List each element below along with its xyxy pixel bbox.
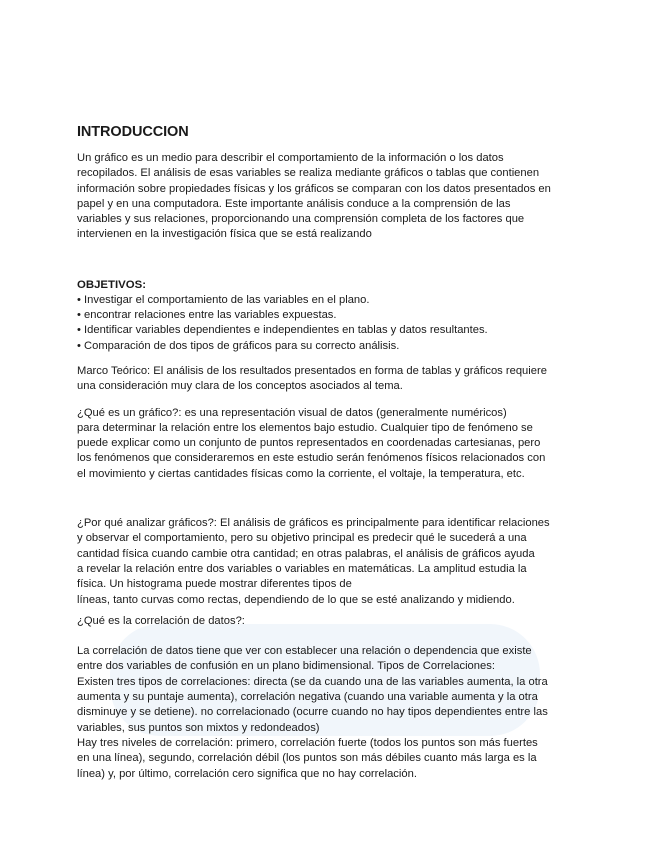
text-line: puede explicar como un conjunto de puntos representados en coordenadas cartesianas, pero [77,437,541,450]
que-es-grafico-paragraph [77,406,577,482]
text-line: Hay tres niveles de correlación: primero, correlación fuerte (todos los puntos son más fuertes [77,736,538,749]
text-line: en una línea), segundo, correlación débil (los puntos son más débiles cuanto más larga es la [77,752,537,765]
text-line: aumenta y su puntaje aumenta), correlación negativa (cuando una variable aumenta y la otra [77,691,538,704]
text-line: La correlación de datos tiene que ver con establecer una relación o dependencia que existe [77,645,532,658]
text-line: Existen tres tipos de correlaciones: directa (se da cuando una de las variables aumenta, la otra [77,675,548,688]
document-page [77,124,577,782]
text-line: para determinar la relación entre los elementos bajo estudio. Cualquier tipo de fenómeno se [77,421,533,434]
text-line: y observar el comportamiento, pero su objetivo principal es predecir qué le sucederá a una [77,532,527,545]
text-line: recopilados. El análisis de esas variables se realiza mediante gráficos o tablas que contienen [77,167,540,180]
text-line: línea) y, por último, correlación cero significa que no hay correlación. [77,767,417,780]
objectives-heading: OBJETIVOS: [77,278,146,291]
text-line: una consideración muy clara de los conceptos asociados al tema. [77,380,403,393]
text-line: información sobre propiedades físicas y los gráficos se comparan con los datos presentados en [77,182,551,195]
correlacion-question: ¿Qué es la correlación de datos?: [77,614,245,627]
text-line: papel y en una computadora. Este importante análisis conduce a la comprensión de las [77,197,511,210]
list-item: • Comparación de dos tipos de gráficos para su correcto análisis. [77,339,400,352]
text-line: Un gráfico es un medio para describir el comportamiento de la información o los datos [77,152,504,164]
text-line: cantidad física cuando cambie otra cantidad; en otras palabras, el análisis de gráficos ayuda [77,547,535,560]
text-line: disminuye y se detiene). no correlacionado (ocurre cuando no hay tipos dependientes entre las [77,706,548,719]
list-item: • Investigar el comportamiento de las variables en el plano. [77,293,370,306]
text-line: entre dos variables de confusión en un plano bidimensional. Tipos de Correlaciones: [77,660,495,673]
text-line: variables y sus relaciones, proporcionando una comprensión completa de los factores que [77,213,525,226]
text-line: variables, sus puntos son mixtos y redondeados) [77,721,320,734]
text-line: Marco Teórico: El análisis de los resultados presentados en forma de tablas y gráficos requiere [77,364,547,377]
text-line: el movimiento y ciertas cantidades físicas como la corriente, el voltaje, la temperatura, etc. [77,467,525,480]
list-item: • Identificar variables dependientes e independientes en tablas y datos resultantes. [77,324,488,337]
text-line: física. Un histograma puede mostrar diferentes tipos de [77,578,352,591]
por-que-analizar-paragraph [77,516,577,608]
text-line: ¿Qué es un gráfico?: es una representación visual de datos (generalmente numéricos) [77,406,507,419]
text-line: ¿Por qué analizar gráficos?: El análisis de gráficos es principalmente para identificar relaciones [77,517,550,530]
marco-teorico-paragraph [77,364,577,395]
text-line: líneas, tanto curvas como rectas, dependiendo de lo que se esté analizando y midiendo. [77,593,515,606]
list-item: • encontrar relaciones entre las variables expuestas. [77,309,337,322]
objectives-list [77,293,577,354]
text-line: los fenómenos que consideraremos en este estudio serán fenómenos físicos relacionados con [77,452,546,465]
text-line: intervienen en la investigación física que se está realizando [77,228,372,241]
page-title: INTRODUCCION [77,124,189,140]
intro-paragraph [77,151,577,243]
correlacion-paragraph [77,644,577,782]
text-line: a revelar la relación entre dos variables o variables en matemáticas. La amplitud estudia la [77,562,527,575]
